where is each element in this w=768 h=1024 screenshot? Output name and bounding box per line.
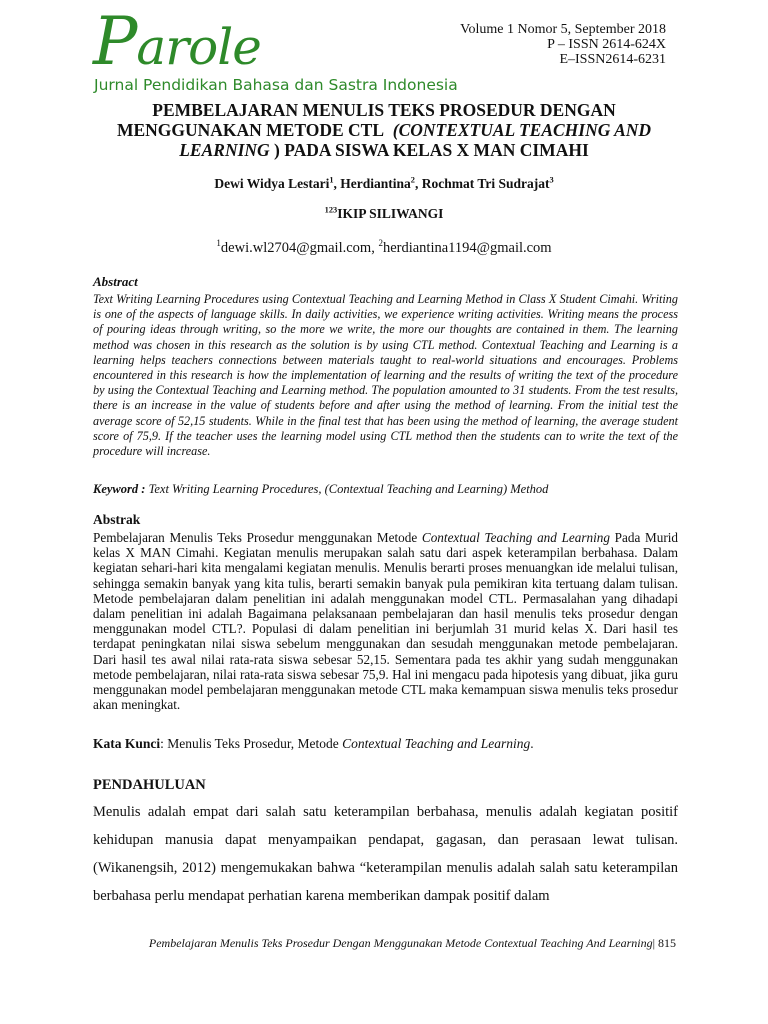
kata-kunci-label: Kata Kunci	[93, 736, 161, 751]
keyword-label: Keyword :	[93, 482, 146, 496]
logo-wordmark: Parole	[93, 3, 261, 80]
footer-title: Pembelajaran Menulis Teks Prosedur Dengan Menggunakan Metode Contextual Teaching And Learning	[148, 936, 653, 950]
journal-logo	[93, 3, 458, 98]
email-link[interactable]: herdiantina1194@gmail.com	[382, 240, 552, 256]
page-number: | 815	[652, 936, 676, 950]
p-issn: P – ISSN 2614-624X	[547, 37, 666, 52]
kata-kunci: Kata Kunci: Menulis Teks Prosedur, Metode Contextual Teaching and Learning.	[93, 736, 534, 751]
e-issn: E–ISSN2614-6231	[559, 52, 666, 67]
affiliation: $^{123}$IKIP SILIWANGI	[324, 205, 444, 221]
page-footer	[40, 936, 676, 951]
section-heading-pendahuluan: PENDAHULUAN	[93, 777, 206, 793]
volume-line: Volume 1 Nomor 5, September 2018	[460, 22, 666, 37]
keywords	[93, 482, 678, 497]
paper-title: PEMBELAJARAN MENULIS TEKS PROSEDUR DENGAN MENGGUNAKAN METODE CTL (CONTEXTUAL TEACHING AND LEARNING ) PADA SISWA KELAS X MAN CIMAHI	[116, 100, 652, 160]
abstrak-text: Pembelajaran Menulis Teks Prosedur menggunakan Metode Contextual Teaching and Learning Pada Murid kelas X MAN Cimahi. Kegiatan menulis merupakan salah satu dari aspek keterampilan berbahasa. Dalam kegiatan sehari-hari kita mengalami kegiatan menulis. Menulis berarti proses menuangkan ide melalui tulisan, sehingga semakin banyak yang kita tulis, berarti semakin banyak pula pemikiran kita tertuang dalam tulisan. Metode pembelajaran dalam penelitian ini adalah menggunakan model CTL. Permasalahan yang dihadapi dalam penelitian ini adalah Bagaimana pelaksanaan pembelajaran dan hasil menulis teks prosedur dengan menggunakan model CTL?. Populasi di dalam penelitian ini berjumlah 31 murid kelas X. Dari hasil tes terdapat peningkatan nilai siswa sebelum menggunakan dan sesudah menggunakan metode pembelajaran. Dari hasil tes awal nilai rata-rata siswa sebesar 52,15. Sementara pada tes akhir yang sudah menggunakan metode pembelajaran, nilai rata-rata siswa sebesar 75,9. Hal ini mengacu pada hipotesis yang dibuat, jika guru menggunakan model pembelajaran menggunakan metode CTL maka kemampuan siswa menulis teks prosedur akan meningkat.	[93, 530, 678, 713]
volume-info	[460, 22, 666, 67]
keyword-values: Text Writing Learning Procedures, (Contextual Teaching and Learning) Method	[148, 482, 549, 496]
email-list: $^1$dewi.wl2704@gmail.com, $^2$herdiantina1194@gmail.com	[216, 238, 552, 256]
abstract-text: Text Writing Learning Procedures using Contextual Teaching and Learning Method in Class X Student Cimahi. Writing is one of the aspects of language skills. In daily activities, we experience writing activities. Writing means the process of pouring ideas through writing, so the more we write, the more our thoughts are contained in them. The learning method was chosen in this research as the solution is by using CTL method. Contextual Teaching and Learning is a learning helps teachers connections between materials taught to real-world situations and encourages. Problems encountered in this research is how the implementation of learning and the results of writing the text of the procedure by using the Contextual Teaching and Learning method. The population amounted to 31 students. From the test results, there is an increase in the value of students before and after using the method of learning. From the initial test the average score of 52,15 students. While in the final test that has been using the method of learning, the average student score of 75,9. If the teacher uses the learning model using CTL method then the students can to write the text of the procedure will increase.	[93, 292, 678, 459]
abstract-heading: Abstract	[93, 274, 138, 289]
pendahuluan-text: Menulis adalah empat dari salah satu keterampilan berbahasa, menulis adalah kegiatan positif kehidupan manusia dapat menyampaikan pendapat, gagasan, dan perasaan lewat tulisan. (Wikanengsih, 2012) mengemukakan bahwa “keterampilan menulis adalah salah satu keterampilan berbahasa perlu mendapat perhatian karena memberikan dampak positif dalam	[93, 804, 678, 904]
logo-subtitle: Jurnal Pendidikan Bahasa dan Sastra Indonesia	[94, 76, 458, 94]
abstrak-heading: Abstrak	[93, 512, 141, 527]
email-link[interactable]: dewi.wl2704@gmail.com	[220, 240, 372, 256]
author-list: Dewi Widya Lestari$^1$, Herdiantina$^2$, Rochmat Tri Sudrajat$^3$	[214, 175, 554, 191]
